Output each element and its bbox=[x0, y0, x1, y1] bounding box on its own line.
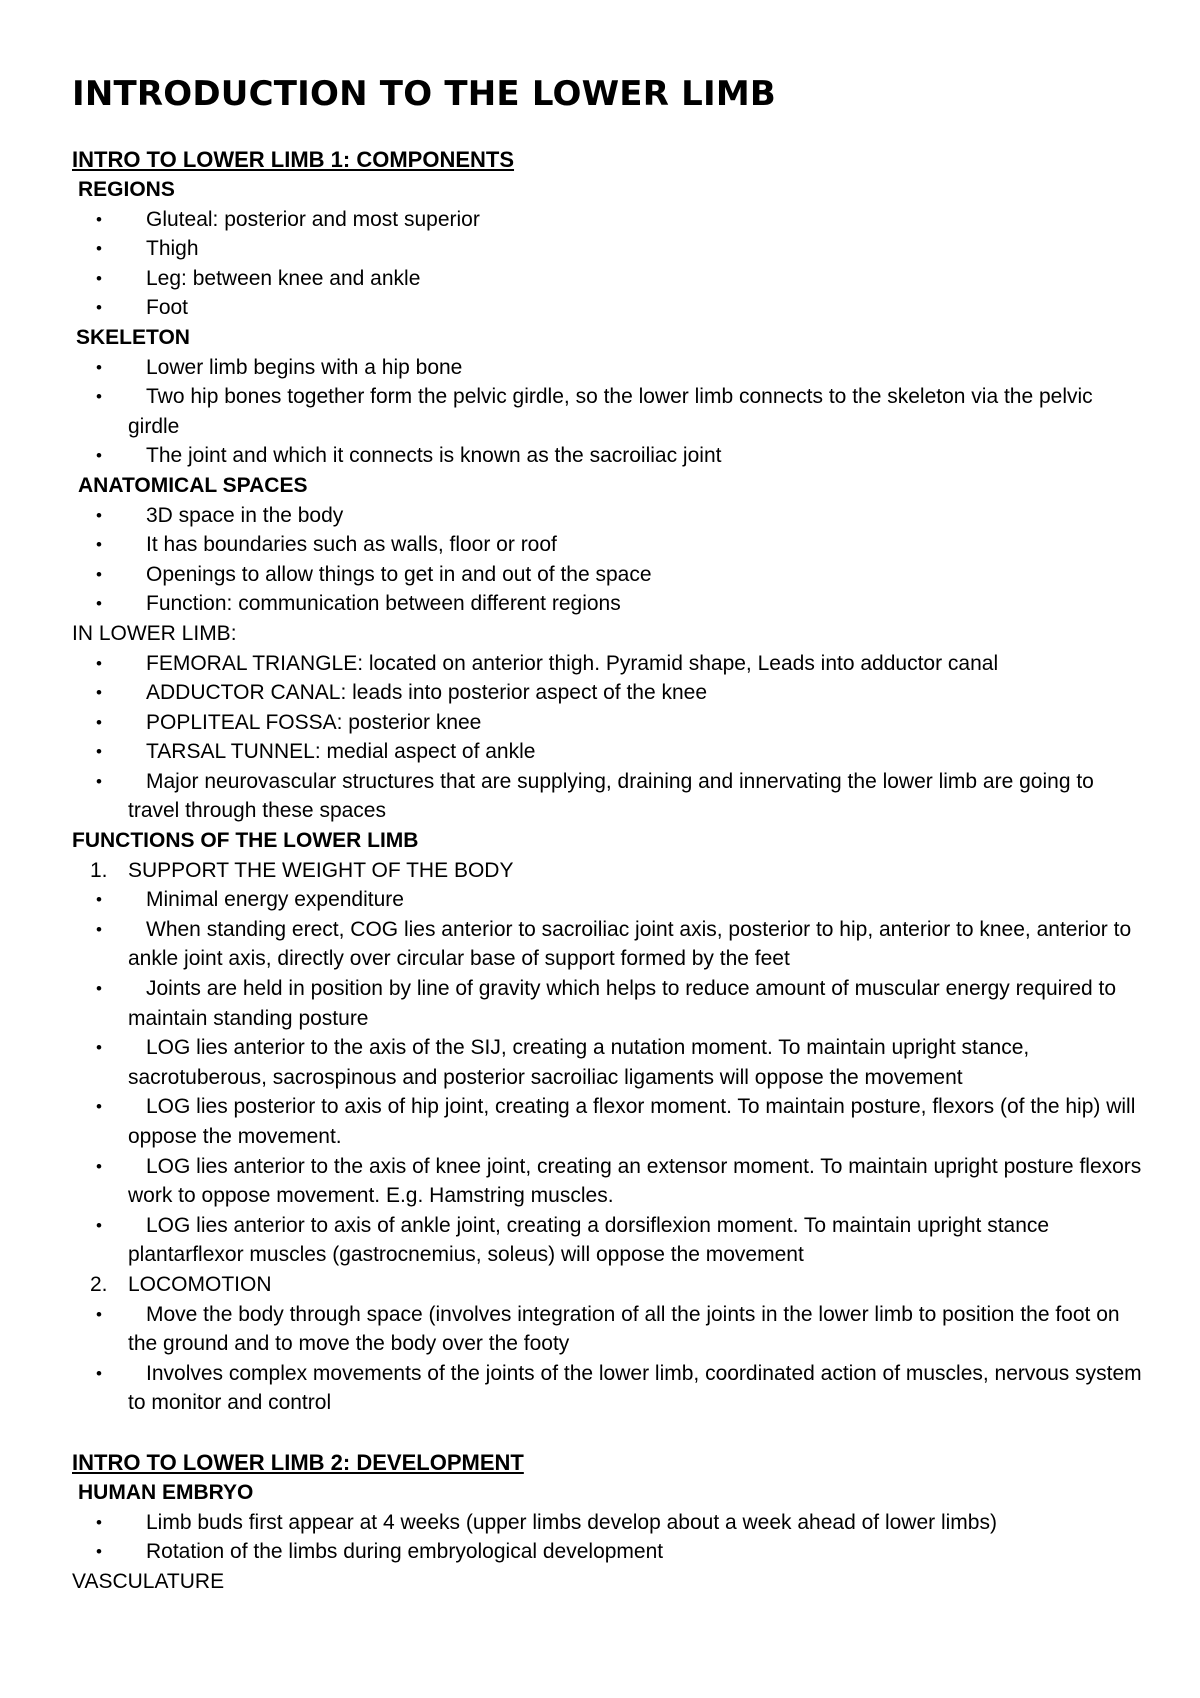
numbered-item-label: LOCOMOTION bbox=[128, 1272, 272, 1296]
list-item: • Move the body through space (involves integration of all the joints in the lower limb to position the foot on the ground and to move the body over the footy bbox=[72, 1300, 1142, 1359]
bullet-icon: • bbox=[96, 1512, 102, 1532]
vasculature-heading: VASCULATURE bbox=[72, 1569, 225, 1593]
list-item: • LOG lies anterior to axis of ankle joint, creating a dorsiflexion moment. To maintain upright stance plantarflexor muscles (gastrocnemius, soleus) will oppose the movement bbox=[72, 1211, 1142, 1270]
numbered-item-support bbox=[72, 856, 1142, 886]
document-body bbox=[72, 145, 1142, 1596]
list-item: • POPLITEAL FOSSA: posterior knee bbox=[72, 708, 1142, 738]
section-heading-components: INTRO TO LOWER LIMB 1: COMPONENTS bbox=[72, 147, 515, 172]
document-title: INTRODUCTION TO THE LOWER LIMB bbox=[72, 74, 777, 114]
list-item: • Gluteal: posterior and most superior bbox=[72, 205, 1142, 235]
bullet-icon: • bbox=[96, 1363, 102, 1383]
bullet-icon: • bbox=[96, 1156, 102, 1176]
list-item: • LOG lies anterior to the axis of the SIJ, creating a nutation moment. To maintain upright stance, sacrotuberous, sacrospinous and posterior sacroiliac ligaments will oppose the movement bbox=[72, 1033, 1142, 1092]
in-lower-limb-heading: IN LOWER LIMB: bbox=[72, 621, 237, 645]
skeleton-heading: SKELETON bbox=[76, 325, 190, 349]
bullet-icon: • bbox=[96, 1097, 102, 1117]
bullet-icon: • bbox=[96, 1304, 102, 1324]
list-item: • LOG lies anterior to the axis of knee joint, creating an extensor moment. To maintain upright posture flexors work to oppose movement. E.g. Hamstring muscles. bbox=[72, 1152, 1142, 1211]
bullet-icon: • bbox=[96, 742, 102, 762]
bullet-icon: • bbox=[96, 564, 102, 584]
bullet-icon: • bbox=[96, 505, 102, 525]
bullet-icon: • bbox=[96, 890, 102, 910]
list-item: • Two hip bones together form the pelvic girdle, so the lower limb connects to the skeleton via the pelvic girdle bbox=[72, 382, 1142, 441]
bullet-icon: • bbox=[96, 1215, 102, 1235]
bullet-icon: • bbox=[96, 771, 102, 791]
bullet-icon: • bbox=[96, 712, 102, 732]
list-number: 1. bbox=[90, 858, 108, 882]
in-lower-limb-list bbox=[72, 649, 1142, 827]
functions-heading: FUNCTIONS OF THE LOWER LIMB bbox=[72, 829, 419, 853]
bullet-icon: • bbox=[96, 1542, 102, 1562]
human-embryo-list bbox=[72, 1508, 1142, 1567]
bullet-icon: • bbox=[96, 387, 102, 407]
list-item: • Lower limb begins with a hip bone bbox=[72, 353, 1142, 383]
list-item: • It has boundaries such as walls, floor or roof bbox=[72, 530, 1142, 560]
list-item: • Leg: between knee and ankle bbox=[72, 264, 1142, 294]
list-item: • Involves complex movements of the joints of the lower limb, coordinated action of muscles, nervous system to monitor and control bbox=[72, 1359, 1142, 1418]
regions-list bbox=[72, 205, 1142, 323]
list-item: • Function: communication between different regions bbox=[72, 589, 1142, 619]
list-item: • Joints are held in position by line of gravity which helps to reduce amount of muscular energy required to maintain standing posture bbox=[72, 974, 1142, 1033]
bullet-icon: • bbox=[96, 209, 102, 229]
bullet-icon: • bbox=[96, 446, 102, 466]
locomotion-list bbox=[72, 1300, 1142, 1418]
list-item: • Openings to allow things to get in and out of the space bbox=[72, 560, 1142, 590]
list-item: • LOG lies posterior to axis of hip joint, creating a flexor moment. To maintain posture, flexors (of the hip) will oppose the movement. bbox=[72, 1092, 1142, 1151]
anatomical-spaces-list bbox=[72, 501, 1142, 619]
list-item: • The joint and which it connects is known as the sacroiliac joint bbox=[72, 441, 1142, 471]
list-item: • 3D space in the body bbox=[72, 501, 1142, 531]
bullet-icon: • bbox=[96, 594, 102, 614]
numbered-item-label: SUPPORT THE WEIGHT OF THE BODY bbox=[128, 858, 514, 882]
bullet-icon: • bbox=[96, 1038, 102, 1058]
list-item: • Thigh bbox=[72, 234, 1142, 264]
skeleton-list bbox=[72, 353, 1142, 471]
support-weight-list bbox=[72, 885, 1142, 1270]
human-embryo-heading: HUMAN EMBRYO bbox=[78, 1480, 254, 1504]
list-number: 2. bbox=[90, 1272, 108, 1296]
list-item: • ADDUCTOR CANAL: leads into posterior aspect of the knee bbox=[72, 678, 1142, 708]
list-item: • Limb buds first appear at 4 weeks (upper limbs develop about a week ahead of lower limbs) bbox=[72, 1508, 1142, 1538]
bullet-icon: • bbox=[96, 268, 102, 288]
bullet-icon: • bbox=[96, 653, 102, 673]
numbered-item-locomotion bbox=[72, 1270, 1142, 1300]
list-item: • Foot bbox=[72, 293, 1142, 323]
list-item: • When standing erect, COG lies anterior to sacroiliac joint axis, posterior to hip, anterior to knee, anterior to ankle joint axis, directly over circular base of support formed by the feet bbox=[72, 915, 1142, 974]
list-item: • FEMORAL TRIANGLE: located on anterior thigh. Pyramid shape, Leads into adductor canal bbox=[72, 649, 1142, 679]
anatomical-spaces-heading: ANATOMICAL SPACES bbox=[78, 473, 308, 497]
bullet-icon: • bbox=[96, 683, 102, 703]
section-heading-development: INTRO TO LOWER LIMB 2: DEVELOPMENT bbox=[72, 1449, 524, 1475]
list-item: • Major neurovascular structures that are supplying, draining and innervating the lower limb are going to travel through these spaces bbox=[72, 767, 1142, 826]
bullet-icon: • bbox=[96, 979, 102, 999]
bullet-icon: • bbox=[96, 535, 102, 555]
bullet-icon: • bbox=[96, 298, 102, 318]
bullet-icon: • bbox=[96, 239, 102, 259]
regions-heading: REGIONS bbox=[78, 178, 175, 201]
list-item: • TARSAL TUNNEL: medial aspect of ankle bbox=[72, 737, 1142, 767]
bullet-icon: • bbox=[96, 357, 102, 377]
bullet-icon: • bbox=[96, 919, 102, 939]
list-item: • Minimal energy expenditure bbox=[72, 885, 1142, 915]
list-item: • Rotation of the limbs during embryological development bbox=[72, 1537, 1142, 1567]
